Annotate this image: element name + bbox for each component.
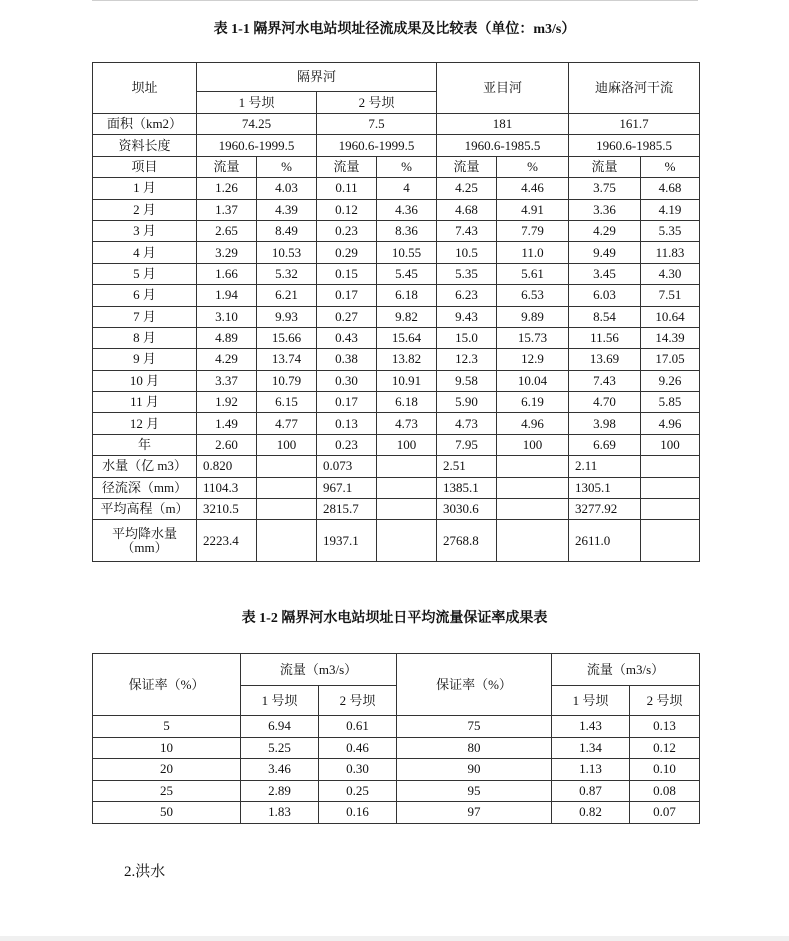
table-cell: 0.23 (317, 220, 377, 241)
runoff-table (92, 62, 700, 562)
table-row (93, 306, 700, 327)
empty-cell (257, 520, 317, 562)
table-cell: 1385.1 (437, 477, 497, 498)
table-cell: 0.11 (317, 178, 377, 199)
table-cell: 100 (641, 434, 700, 455)
table-cell: 9.89 (497, 306, 569, 327)
header-dam-site: 坝址 (93, 63, 197, 114)
row-label: 5 月 (93, 263, 197, 284)
table-cell: 4.96 (641, 413, 700, 434)
header-dam-1: 1 号坝 (552, 686, 630, 716)
section-heading-flood: 2.洪水 (124, 864, 166, 880)
table-cell: 2.65 (197, 220, 257, 241)
header-river-gejie: 隔界河 (197, 63, 437, 92)
header-dam-2: 2 号坝 (319, 686, 397, 716)
row-label: 1 月 (93, 178, 197, 199)
table-cell: 1.37 (197, 199, 257, 220)
table-cell: 0.61 (319, 716, 397, 738)
table-cell: 10.79 (257, 370, 317, 391)
table-cell: 0.16 (319, 802, 397, 824)
table-cell: 1.13 (552, 759, 630, 781)
table-cell: 6.03 (569, 285, 641, 306)
table-cell: 1.83 (241, 802, 319, 824)
table-cell: 7.5 (317, 114, 437, 135)
table-cell: 9.82 (377, 306, 437, 327)
table-cell: 0.08 (630, 780, 700, 802)
table-cell: 4 (377, 178, 437, 199)
table-cell: 0.27 (317, 306, 377, 327)
column-header: 流量 (317, 156, 377, 177)
table-cell: 967.1 (317, 477, 377, 498)
table-cell: 3.98 (569, 413, 641, 434)
header-river-dimaluo: 迪麻洛河干流 (569, 63, 700, 114)
table-cell: 0.13 (630, 716, 700, 738)
table-cell: 1.49 (197, 413, 257, 434)
row-label: 平均降水量（mm） (93, 520, 197, 562)
table-cell: 0.07 (630, 802, 700, 824)
empty-cell (257, 499, 317, 520)
empty-cell (641, 456, 700, 477)
empty-cell (497, 499, 569, 520)
table-row (93, 520, 700, 562)
table-cell: 15.73 (497, 327, 569, 348)
table-cell: 2611.0 (569, 520, 641, 562)
empty-cell (257, 456, 317, 477)
table-cell: 4.96 (497, 413, 569, 434)
header-dam-2: 2 号坝 (630, 686, 700, 716)
table-cell: 4.29 (569, 220, 641, 241)
table-cell: 14.39 (641, 327, 700, 348)
table-cell: 5.90 (437, 392, 497, 413)
table-cell: 1937.1 (317, 520, 377, 562)
table-row (93, 349, 700, 370)
table-cell: 2.89 (241, 780, 319, 802)
table-cell: 0.30 (319, 759, 397, 781)
table-cell: 11.0 (497, 242, 569, 263)
page-top-rule (92, 0, 698, 1)
table-cell: 3.29 (197, 242, 257, 263)
table-cell: 4.03 (257, 178, 317, 199)
table-cell: 6.53 (497, 285, 569, 306)
table-cell: 10.64 (641, 306, 700, 327)
table-cell: 12.3 (437, 349, 497, 370)
table-cell: 5.85 (641, 392, 700, 413)
table-cell: 10.55 (377, 242, 437, 263)
row-label: 7 月 (93, 306, 197, 327)
table-cell: 4.70 (569, 392, 641, 413)
table-row (93, 242, 700, 263)
table-row (93, 370, 700, 391)
table-cell: 6.21 (257, 285, 317, 306)
table-cell: 2.60 (197, 434, 257, 455)
table-cell: 0.30 (317, 370, 377, 391)
table-cell: 0.25 (319, 780, 397, 802)
table-cell: 0.15 (317, 263, 377, 284)
table-row (93, 737, 700, 759)
table-cell: 15.66 (257, 327, 317, 348)
table-cell: 100 (497, 434, 569, 455)
empty-cell (377, 499, 437, 520)
header-guarantee-rate: 保证率（%） (397, 654, 552, 716)
table-cell: 4.36 (377, 199, 437, 220)
period-row (93, 135, 700, 156)
table-cell: 6.15 (257, 392, 317, 413)
table-row (93, 199, 700, 220)
table-row (93, 285, 700, 306)
table-cell: 0.29 (317, 242, 377, 263)
table2-caption: 表 1-2 隔界河水电站坝址日平均流量保证率成果表 (241, 611, 548, 626)
table-cell: 1.34 (552, 737, 630, 759)
table-row (93, 780, 700, 802)
row-label: 6 月 (93, 285, 197, 306)
empty-cell (497, 477, 569, 498)
table-cell: 3.45 (569, 263, 641, 284)
column-header: 流量 (437, 156, 497, 177)
table-cell: 11.56 (569, 327, 641, 348)
table-cell: 3.46 (241, 759, 319, 781)
table-cell: 0.13 (317, 413, 377, 434)
table-cell: 3.75 (569, 178, 641, 199)
table-cell: 10 (93, 737, 241, 759)
table-cell: 6.18 (377, 285, 437, 306)
table-cell: 1960.6-1985.5 (437, 135, 569, 156)
table-cell: 1305.1 (569, 477, 641, 498)
empty-cell (641, 477, 700, 498)
table-cell: 7.43 (569, 370, 641, 391)
table-cell: 0.46 (319, 737, 397, 759)
table-cell: 7.51 (641, 285, 700, 306)
table-row (93, 434, 700, 455)
table-cell: 1.94 (197, 285, 257, 306)
table-cell: 1.66 (197, 263, 257, 284)
table-cell: 13.69 (569, 349, 641, 370)
table-cell: 4.73 (377, 413, 437, 434)
table-cell: 6.69 (569, 434, 641, 455)
table-cell: 1104.3 (197, 477, 257, 498)
table-cell: 74.25 (197, 114, 317, 135)
table-cell: 3277.92 (569, 499, 641, 520)
table-cell: 12.9 (497, 349, 569, 370)
table-cell: 20 (93, 759, 241, 781)
table-cell: 5.35 (437, 263, 497, 284)
table-row (93, 413, 700, 434)
flow-guarantee-table (92, 653, 700, 824)
table-cell: 75 (397, 716, 552, 738)
table-cell: 8.36 (377, 220, 437, 241)
empty-cell (641, 520, 700, 562)
table-cell: 0.38 (317, 349, 377, 370)
table-cell: 3.37 (197, 370, 257, 391)
empty-cell (377, 520, 437, 562)
table-row (93, 802, 700, 824)
table-cell: 0.82 (552, 802, 630, 824)
table-cell: 13.82 (377, 349, 437, 370)
table-cell: 11.83 (641, 242, 700, 263)
table-cell: 10.53 (257, 242, 317, 263)
header-dam-1: 1 号坝 (241, 686, 319, 716)
table-cell: 13.74 (257, 349, 317, 370)
table-cell: 80 (397, 737, 552, 759)
table-cell: 3030.6 (437, 499, 497, 520)
table-cell: 2768.8 (437, 520, 497, 562)
table-cell: 0.073 (317, 456, 377, 477)
table-cell: 90 (397, 759, 552, 781)
table-cell: 181 (437, 114, 569, 135)
row-label: 9 月 (93, 349, 197, 370)
table-row (93, 499, 700, 520)
row-label: 水量（亿 m3） (93, 456, 197, 477)
table-cell: 2815.7 (317, 499, 377, 520)
column-header: % (497, 156, 569, 177)
row-label: 年 (93, 434, 197, 455)
table-row (93, 716, 700, 738)
table-cell: 4.19 (641, 199, 700, 220)
table-cell: 15.64 (377, 327, 437, 348)
table-cell: 8.49 (257, 220, 317, 241)
table-cell: 4.25 (437, 178, 497, 199)
table-cell: 4.29 (197, 349, 257, 370)
table-cell: 50 (93, 802, 241, 824)
item-header-row (93, 156, 700, 177)
table-cell: 1.92 (197, 392, 257, 413)
table-row (93, 178, 700, 199)
table-cell: 5.35 (641, 220, 700, 241)
table-cell: 2.11 (569, 456, 641, 477)
table-cell: 1960.6-1999.5 (197, 135, 317, 156)
table-cell: 25 (93, 780, 241, 802)
table-cell: 97 (397, 802, 552, 824)
row-label: 径流深（mm） (93, 477, 197, 498)
table-row (93, 220, 700, 241)
empty-cell (497, 520, 569, 562)
table-cell: 6.19 (497, 392, 569, 413)
area-row (93, 114, 700, 135)
row-label: 11 月 (93, 392, 197, 413)
column-header: 流量 (569, 156, 641, 177)
table-cell: 1.26 (197, 178, 257, 199)
column-header: % (377, 156, 437, 177)
table-cell: 8.54 (569, 306, 641, 327)
header-river-yamu: 亚目河 (437, 63, 569, 114)
table-row (93, 477, 700, 498)
header-dam-1: 1 号坝 (197, 92, 317, 114)
table-cell: 0.12 (317, 199, 377, 220)
table-row (93, 327, 700, 348)
table-cell: 0.12 (630, 737, 700, 759)
table-cell: 9.58 (437, 370, 497, 391)
row-label: 4 月 (93, 242, 197, 263)
table-cell: 161.7 (569, 114, 700, 135)
table-cell: 17.05 (641, 349, 700, 370)
page-bottom-band (0, 936, 789, 941)
row-label: 面积（km2） (93, 114, 197, 135)
table-cell: 4.68 (437, 199, 497, 220)
row-label: 项目 (93, 156, 197, 177)
table-cell: 0.820 (197, 456, 257, 477)
table-cell: 6.94 (241, 716, 319, 738)
table-cell: 9.49 (569, 242, 641, 263)
empty-cell (641, 499, 700, 520)
table-cell: 2223.4 (197, 520, 257, 562)
table-cell: 0.17 (317, 285, 377, 306)
table-cell: 4.68 (641, 178, 700, 199)
table-cell: 10.91 (377, 370, 437, 391)
table-cell: 2.51 (437, 456, 497, 477)
table-cell: 0.43 (317, 327, 377, 348)
table-cell: 6.18 (377, 392, 437, 413)
empty-cell (497, 456, 569, 477)
table-cell: 4.91 (497, 199, 569, 220)
table-cell: 0.17 (317, 392, 377, 413)
table-cell: 10.5 (437, 242, 497, 263)
table-cell: 3210.5 (197, 499, 257, 520)
table-cell: 4.73 (437, 413, 497, 434)
table-cell: 1960.6-1985.5 (569, 135, 700, 156)
table-cell: 0.23 (317, 434, 377, 455)
empty-cell (257, 477, 317, 498)
table-cell: 7.43 (437, 220, 497, 241)
table1-caption: 表 1-1 隔界河水电站坝址径流成果及比较表（单位：m3/s） (213, 22, 576, 37)
row-label: 平均高程（m） (93, 499, 197, 520)
row-label: 10 月 (93, 370, 197, 391)
table-cell: 4.77 (257, 413, 317, 434)
table-cell: 1960.6-1999.5 (317, 135, 437, 156)
header-flow: 流量（m3/s） (241, 654, 397, 686)
table-cell: 5.25 (241, 737, 319, 759)
table-cell: 5.61 (497, 263, 569, 284)
header-guarantee-rate: 保证率（%） (93, 654, 241, 716)
table-cell: 7.95 (437, 434, 497, 455)
row-label: 8 月 (93, 327, 197, 348)
table-cell: 95 (397, 780, 552, 802)
column-header: 流量 (197, 156, 257, 177)
table-cell: 3.36 (569, 199, 641, 220)
table-cell: 3.10 (197, 306, 257, 327)
header-flow: 流量（m3/s） (552, 654, 700, 686)
table-cell: 4.39 (257, 199, 317, 220)
table-cell: 100 (377, 434, 437, 455)
column-header: % (257, 156, 317, 177)
empty-cell (377, 477, 437, 498)
table-cell: 1.43 (552, 716, 630, 738)
empty-cell (377, 456, 437, 477)
row-label: 12 月 (93, 413, 197, 434)
row-label: 3 月 (93, 220, 197, 241)
row-label: 2 月 (93, 199, 197, 220)
table-cell: 0.10 (630, 759, 700, 781)
table-cell: 5 (93, 716, 241, 738)
table-cell: 100 (257, 434, 317, 455)
table-row (93, 263, 700, 284)
column-header: % (641, 156, 700, 177)
table-row (93, 456, 700, 477)
table-row (93, 392, 700, 413)
table-cell: 15.0 (437, 327, 497, 348)
table-cell: 6.23 (437, 285, 497, 306)
table-cell: 4.89 (197, 327, 257, 348)
table-cell: 5.32 (257, 263, 317, 284)
table-cell: 0.87 (552, 780, 630, 802)
table-cell: 9.26 (641, 370, 700, 391)
table-cell: 7.79 (497, 220, 569, 241)
table-cell: 9.43 (437, 306, 497, 327)
table-cell: 10.04 (497, 370, 569, 391)
header-dam-2: 2 号坝 (317, 92, 437, 114)
table-row (93, 759, 700, 781)
table-cell: 4.30 (641, 263, 700, 284)
row-label: 资料长度 (93, 135, 197, 156)
table-cell: 5.45 (377, 263, 437, 284)
table-cell: 4.46 (497, 178, 569, 199)
table-cell: 9.93 (257, 306, 317, 327)
